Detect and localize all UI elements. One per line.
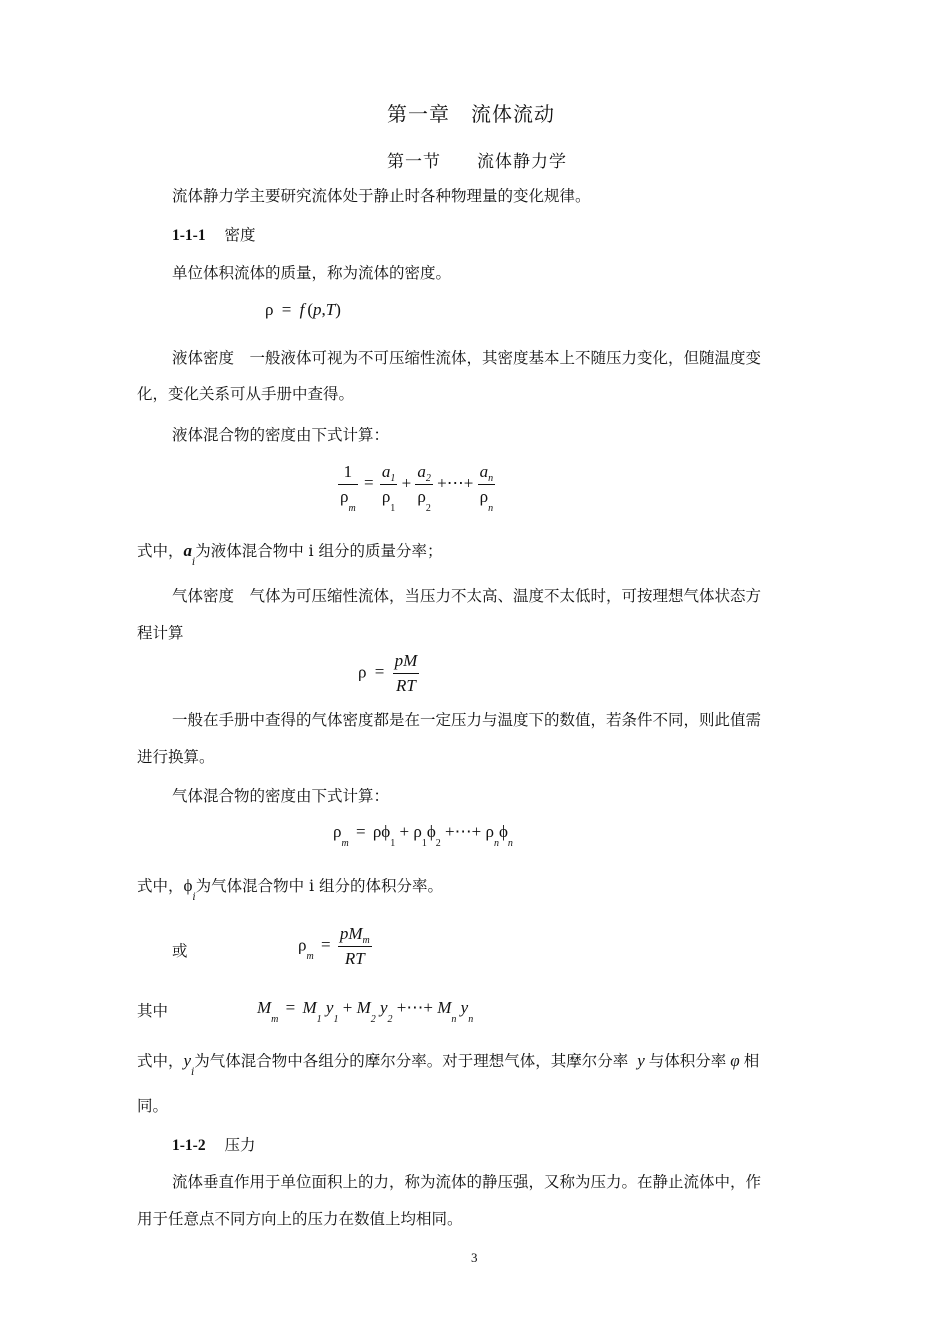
gas-mixture-intro: 气体混合物的密度由下式计算： [172, 787, 390, 805]
formula-gas-mixture-molar: $\rho_m$ = $\frac{pM_m}{RT}$ [298, 924, 370, 968]
subsection-name: 密度 [224, 226, 256, 244]
liquid-mixture-legend: 式中，$a_i$为液体混合物中 i 组分的质量分率； [137, 541, 443, 568]
formula-ideal-gas-density: ρ = $\frac{pM}{RT}$ [358, 651, 418, 695]
gas-mixture-legend: 式中，$\phi_i$为气体混合物中 i 组分的体积分率。 [137, 876, 443, 903]
molar-fraction-legend-line2: 同。 [137, 1097, 169, 1115]
where-label: 其中 [137, 1002, 169, 1020]
formula-liquid-mixture: $\frac{1}{\rho_m}$ = $\frac{a_1}{\rho_1}$ + $\frac{a_2}{\rho_2}$ +⋯+ $\frac{a_n}{\rho_n}$ [340, 462, 494, 514]
gas-density-note-line2: 进行换算。 [137, 748, 215, 766]
liquid-density-line1: 液体密度 一般液体可视为不可压缩性流体，其密度基本上不随压力变化，但随温度变 [172, 349, 762, 367]
liquid-mixture-intro: 液体混合物的密度由下式计算： [172, 426, 390, 444]
page-number: 3 [471, 1250, 478, 1265]
pressure-definition-line2: 用于任意点不同方向上的压力在数值上均相同。 [137, 1210, 463, 1228]
section-title: 第一节 流体静力学 [387, 152, 567, 172]
subsection-number: 1-1-2 [172, 1137, 206, 1154]
subsection-heading-density [172, 224, 256, 247]
or-label: 或 [172, 942, 188, 960]
molar-fraction-legend-line1: 式中，$y_i$为气体混合物中各组分的摩尔分率。对于理想气体，其摩尔分率 y 与体积分率 φ 相 [137, 1051, 760, 1078]
subsection-name: 压力 [224, 1136, 256, 1154]
formula-gas-mixture-volume: $\rho_m = \rho\phi_1 + \rho_1\phi_2$ +⋯+ $\rho_n\phi_n$ [333, 822, 513, 849]
pressure-definition-line1: 流体垂直作用于单位面积上的力，称为流体的静压强，又称为压力。在静止流体中，作 [172, 1173, 762, 1191]
gas-density-note-line1: 一般在手册中查得的气体密度都是在一定压力与温度下的数值，若条件不同，则此值需 [172, 711, 762, 729]
subsection-number: 1-1-1 [172, 227, 206, 244]
subsection-heading-pressure [172, 1134, 256, 1157]
gas-density-line2: 程计算 [137, 624, 184, 642]
intro-paragraph: 流体静力学主要研究流体处于静止时各种物理量的变化规律。 [172, 187, 591, 205]
chapter-title: 第一章 流体流动 [387, 102, 555, 126]
formula-density-function: ρ = f (p,T) [265, 300, 341, 319]
density-definition: 单位体积流体的质量，称为流体的密度。 [172, 264, 452, 282]
liquid-density-line2: 化，变化关系可从手册中查得。 [137, 385, 355, 403]
formula-mean-molar-mass: $M_m = M_1$ $y_1 + M_2$ $y_2$ +⋯+ $M_n$ $y_n$ [257, 998, 474, 1025]
gas-density-line1: 气体密度 气体为可压缩性流体，当压力不太高、温度不太低时，可按理想气体状态方 [172, 587, 762, 605]
